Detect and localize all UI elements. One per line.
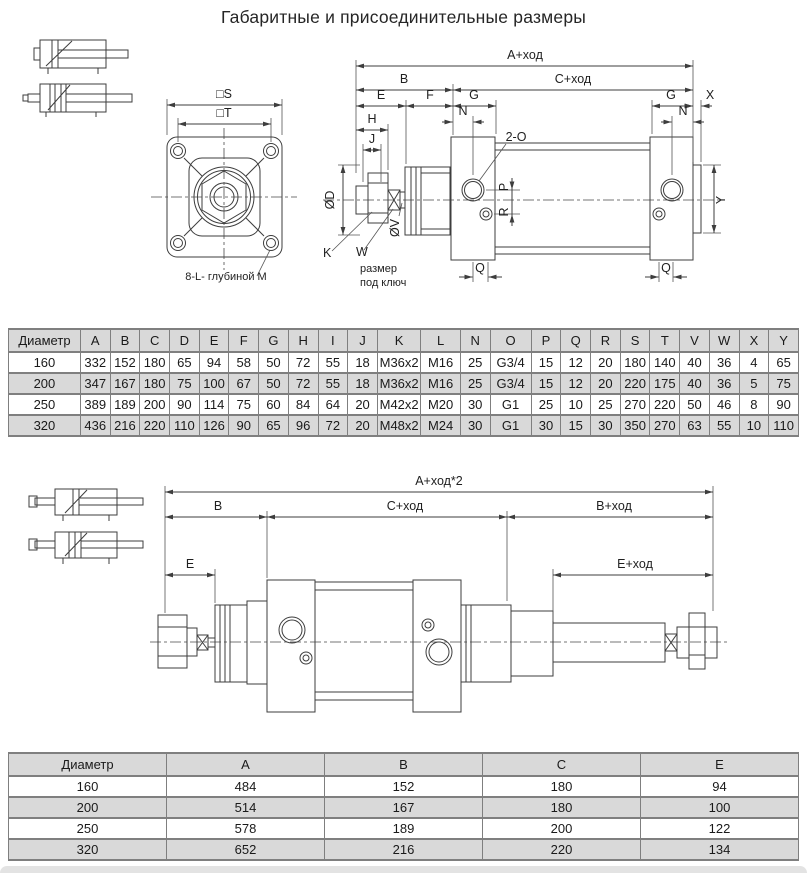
- dim-e-label: E: [185, 557, 195, 571]
- column-header: I: [318, 329, 348, 352]
- table-cell: M36x2: [377, 352, 420, 373]
- dim-b-label: B: [399, 72, 409, 86]
- dim-s-label: □S: [216, 87, 232, 101]
- table-cell: 72: [288, 373, 318, 394]
- dim-v-diameter-label: ØV: [388, 218, 402, 238]
- table-cell: 18: [348, 352, 378, 373]
- table-cell: 25: [531, 394, 561, 415]
- column-header: Q: [561, 329, 591, 352]
- double-rod-body: [158, 580, 717, 712]
- table-cell: 58: [229, 352, 259, 373]
- column-header: V: [680, 329, 710, 352]
- table-cell: M42x2: [377, 394, 420, 415]
- dim-2o-port-label: 2-O: [505, 130, 527, 144]
- dimensions-table-double-rod: [8, 752, 799, 861]
- column-header: A: [167, 753, 325, 776]
- cylinder-symbol-bottom-icon: [29, 532, 143, 564]
- side-view-dimensions: [323, 48, 728, 289]
- table-cell: 250: [9, 394, 81, 415]
- table-cell: 100: [199, 373, 229, 394]
- table-cell: 436: [80, 415, 110, 436]
- column-header: F: [229, 329, 259, 352]
- dim-f-label: F: [426, 88, 434, 102]
- table-cell: G1: [490, 394, 531, 415]
- table-cell: 30: [531, 415, 561, 436]
- table-row: [9, 776, 799, 797]
- table-cell: 152: [110, 352, 140, 373]
- column-header: X: [739, 329, 769, 352]
- table-cell: 4: [739, 352, 769, 373]
- table-cell: 72: [318, 415, 348, 436]
- table-cell: M48x2: [377, 415, 420, 436]
- table-cell: 389: [80, 394, 110, 415]
- table-cell: 200: [9, 797, 167, 818]
- dim-d-diameter-label: ØD: [323, 190, 337, 210]
- wrench-size-note-line2: под ключ: [360, 277, 407, 289]
- dim-x-label: X: [705, 88, 715, 102]
- column-header: D: [169, 329, 199, 352]
- table-cell: 167: [325, 797, 483, 818]
- cylinder-side-view-drawing: [320, 40, 807, 300]
- table-cell: 18: [348, 373, 378, 394]
- table-cell: 64: [318, 394, 348, 415]
- table-cell: 50: [259, 373, 289, 394]
- dimensions-table-main: [8, 328, 799, 437]
- column-header: S: [620, 329, 650, 352]
- table-cell: 25: [591, 394, 621, 415]
- dim-e-label: E: [376, 88, 386, 102]
- dim-c-label: C+ход: [386, 499, 424, 513]
- table-cell: 175: [650, 373, 680, 394]
- table-cell: 114: [199, 394, 229, 415]
- dim-g-left-label: G: [469, 88, 479, 102]
- table-cell: 270: [650, 415, 680, 436]
- page-bottom-strip: [0, 866, 807, 873]
- table-cell: 216: [325, 839, 483, 860]
- table-cell: 200: [9, 373, 81, 394]
- table-cell: 36: [709, 352, 739, 373]
- table-cell: 20: [348, 415, 378, 436]
- dim-a2-label: A+ход*2: [415, 474, 463, 488]
- table-cell: 15: [561, 415, 591, 436]
- column-header: C: [483, 753, 641, 776]
- column-header: B: [110, 329, 140, 352]
- wrench-size-note-line1: размер: [360, 263, 397, 275]
- table-cell: 514: [167, 797, 325, 818]
- single-rod-cylinder-symbols-icon: [20, 35, 150, 115]
- dim-h-label: H: [367, 112, 377, 126]
- table-cell: M24: [421, 415, 461, 436]
- table-cell: 110: [769, 415, 799, 436]
- table-cell: 216: [110, 415, 140, 436]
- table-cell: 94: [641, 776, 799, 797]
- dim-w-label: W: [356, 245, 368, 259]
- dim-b2-label: B+ход: [596, 499, 632, 513]
- table-cell: 180: [483, 776, 641, 797]
- header-row: [9, 329, 799, 352]
- table-cell: 12: [561, 373, 591, 394]
- front-view-dimensions: [167, 87, 282, 142]
- table-cell: 63: [680, 415, 710, 436]
- table-cell: M36x2: [377, 373, 420, 394]
- table-cell: 347: [80, 373, 110, 394]
- dim-y-label: Y: [714, 195, 728, 205]
- table-cell: 30: [460, 394, 490, 415]
- table-cell: 200: [140, 394, 170, 415]
- column-header: T: [650, 329, 680, 352]
- table-cell: 20: [591, 352, 621, 373]
- dim-n-left-label: N: [458, 104, 468, 118]
- table-cell: 160: [9, 776, 167, 797]
- table-cell: 65: [259, 415, 289, 436]
- table-cell: 5: [739, 373, 769, 394]
- double-rod-side-view-drawing: [150, 470, 750, 740]
- table-cell: 220: [140, 415, 170, 436]
- table-cell: G1: [490, 415, 531, 436]
- table-cell: 180: [140, 373, 170, 394]
- column-header: K: [377, 329, 420, 352]
- bolt-holes-note: 8-L- глубиной M: [185, 271, 267, 283]
- table-cell: 200: [483, 818, 641, 839]
- double-rod-dimensions: [165, 474, 713, 621]
- table-cell: 652: [167, 839, 325, 860]
- table-cell: 122: [641, 818, 799, 839]
- column-header: L: [421, 329, 461, 352]
- table-cell: 167: [110, 373, 140, 394]
- table-cell: M20: [421, 394, 461, 415]
- cylinder-symbol-top-icon: [34, 40, 128, 74]
- table-cell: 96: [288, 415, 318, 436]
- front-view-body: [151, 128, 297, 270]
- table-cell: 10: [561, 394, 591, 415]
- table-cell: 484: [167, 776, 325, 797]
- column-header: Y: [769, 329, 799, 352]
- dim-n-right-label: N: [678, 104, 688, 118]
- table-cell: G3/4: [490, 373, 531, 394]
- table-cell: 10: [739, 415, 769, 436]
- table-cell: 36: [709, 373, 739, 394]
- dim-r-label: R: [497, 207, 511, 217]
- table-cell: 84: [288, 394, 318, 415]
- table-row: [9, 797, 799, 818]
- table-cell: 180: [483, 797, 641, 818]
- table-cell: 220: [483, 839, 641, 860]
- dim-q-right-label: Q: [661, 261, 671, 275]
- table-cell: 15: [531, 352, 561, 373]
- table-row: [9, 818, 799, 839]
- table-cell: G3/4: [490, 352, 531, 373]
- table-cell: 126: [199, 415, 229, 436]
- dim-a-label: A+ход: [507, 48, 543, 62]
- table-cell: 134: [641, 839, 799, 860]
- table-cell: 180: [620, 352, 650, 373]
- table-cell: 90: [169, 394, 199, 415]
- dim-e2-label: E+ход: [617, 557, 653, 571]
- table-cell: 110: [169, 415, 199, 436]
- table-cell: 94: [199, 352, 229, 373]
- table-cell: 50: [680, 394, 710, 415]
- table-cell: 25: [460, 373, 490, 394]
- table-cell: 332: [80, 352, 110, 373]
- column-header: C: [140, 329, 170, 352]
- table-cell: 50: [259, 352, 289, 373]
- column-header: E: [199, 329, 229, 352]
- table-cell: 55: [709, 415, 739, 436]
- table-cell: 75: [769, 373, 799, 394]
- table-cell: 25: [460, 352, 490, 373]
- column-header: A: [80, 329, 110, 352]
- side-view-body: [356, 137, 701, 260]
- table-cell: 152: [325, 776, 483, 797]
- column-header: G: [259, 329, 289, 352]
- table-cell: 15: [531, 373, 561, 394]
- table-cell: 55: [318, 352, 348, 373]
- flange-front-view-drawing: [150, 80, 320, 295]
- column-header: E: [641, 753, 799, 776]
- column-header: B: [325, 753, 483, 776]
- table-cell: 20: [348, 394, 378, 415]
- dim-b-label: B: [213, 499, 223, 513]
- table-cell: 40: [680, 352, 710, 373]
- dim-j-label: J: [368, 132, 376, 146]
- table-cell: 189: [110, 394, 140, 415]
- table-cell: 350: [620, 415, 650, 436]
- table-cell: M16: [421, 352, 461, 373]
- dim-k-label: K: [323, 246, 332, 260]
- table-cell: 160: [9, 352, 81, 373]
- table-cell: 320: [9, 415, 81, 436]
- cylinder-symbol-bottom-icon: [23, 84, 132, 117]
- double-rod-cylinder-symbols-icon: [25, 485, 165, 570]
- table-row: [9, 352, 799, 373]
- table-cell: 40: [680, 373, 710, 394]
- column-header: O: [490, 329, 531, 352]
- table-row: [9, 415, 799, 436]
- table-cell: 90: [769, 394, 799, 415]
- column-header: R: [591, 329, 621, 352]
- table-cell: 180: [140, 352, 170, 373]
- column-header: J: [348, 329, 378, 352]
- table-row: [9, 839, 799, 860]
- table-cell: 270: [620, 394, 650, 415]
- table-cell: 578: [167, 818, 325, 839]
- table-cell: 320: [9, 839, 167, 860]
- dim-p-label: P: [497, 182, 511, 192]
- table-cell: 20: [591, 373, 621, 394]
- table-cell: 189: [325, 818, 483, 839]
- table-cell: M16: [421, 373, 461, 394]
- table-cell: 75: [169, 373, 199, 394]
- table-cell: 220: [650, 394, 680, 415]
- table-cell: 90: [229, 415, 259, 436]
- column-header: N: [460, 329, 490, 352]
- table-cell: 46: [709, 394, 739, 415]
- table-cell: 12: [561, 352, 591, 373]
- table-cell: 140: [650, 352, 680, 373]
- column-header: W: [709, 329, 739, 352]
- header-row: [9, 753, 799, 776]
- table-cell: 65: [169, 352, 199, 373]
- table-cell: 55: [318, 373, 348, 394]
- table-cell: 220: [620, 373, 650, 394]
- cylinder-symbol-top-icon: [29, 489, 143, 521]
- table-cell: 250: [9, 818, 167, 839]
- table-cell: 67: [229, 373, 259, 394]
- column-header: Диаметр: [9, 329, 81, 352]
- column-header: Диаметр: [9, 753, 167, 776]
- dim-g-right-label: G: [666, 88, 676, 102]
- table-row: [9, 394, 799, 415]
- table-cell: 75: [229, 394, 259, 415]
- dim-c-label: C+ход: [554, 72, 592, 86]
- table-cell: 30: [591, 415, 621, 436]
- table-cell: 72: [288, 352, 318, 373]
- column-header: P: [531, 329, 561, 352]
- table-cell: 100: [641, 797, 799, 818]
- column-header: H: [288, 329, 318, 352]
- table-cell: 30: [460, 415, 490, 436]
- dim-t-label: □T: [216, 106, 232, 120]
- dim-q-left-label: Q: [475, 261, 485, 275]
- page-title: Габаритные и присоединительные размеры: [220, 7, 587, 27]
- table-cell: 8: [739, 394, 769, 415]
- table-cell: 60: [259, 394, 289, 415]
- table-cell: 65: [769, 352, 799, 373]
- table-row: [9, 373, 799, 394]
